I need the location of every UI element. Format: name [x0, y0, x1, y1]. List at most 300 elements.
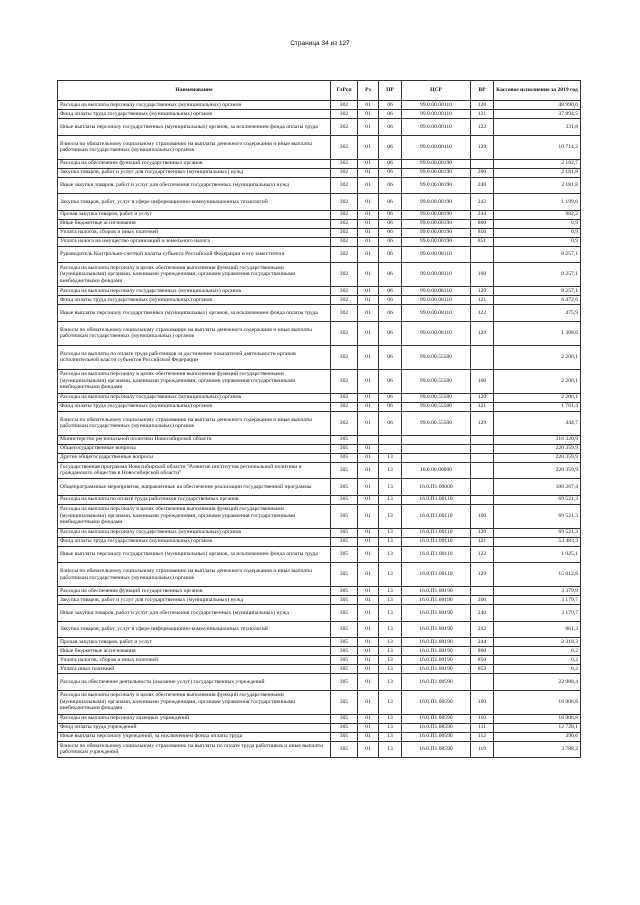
- cell-csr: 99.0.00.55500: [402, 369, 471, 393]
- cell-vr: 120: [471, 393, 494, 402]
- cell-csr: 16.0.П1.00190: [402, 656, 471, 665]
- cell-sum: 444,7: [494, 411, 581, 435]
- cell-vr: 240: [471, 177, 494, 194]
- cell-sum: 0,9: [494, 228, 581, 237]
- cell-grs: 302: [331, 228, 358, 237]
- cell-sum: 8 257,1: [494, 246, 581, 263]
- cell-vr: 120: [471, 101, 494, 110]
- cell-rz: 01: [358, 110, 379, 119]
- cell-csr: 99.0.00.00110: [402, 110, 471, 119]
- table-row: [58, 168, 581, 177]
- table-row: [58, 605, 581, 622]
- table-row: [58, 135, 581, 159]
- cell-sum: 220 359,9: [494, 444, 581, 453]
- cell-grs: 302: [331, 287, 358, 296]
- cell-csr: 99.0.00.55500: [402, 345, 471, 369]
- cell-pr: 06: [379, 177, 402, 194]
- table-row: [58, 479, 581, 496]
- cell-grs: 302: [331, 110, 358, 119]
- cell-sum: 3 179,7: [494, 605, 581, 622]
- cell-sum: 1 199,6: [494, 194, 581, 211]
- cell-pr: 06: [379, 228, 402, 237]
- cell-grs: 305: [331, 528, 358, 537]
- cell-sum: 6 472,6: [494, 296, 581, 305]
- cell-sum: 1 761,4: [494, 402, 581, 411]
- cell-csr: 99.0.00.00190: [402, 194, 471, 211]
- cell-vr: 110: [471, 714, 494, 723]
- cell-rz: 01: [358, 246, 379, 263]
- cell-vr: 129: [471, 321, 494, 345]
- cell-sum: 220 359,9: [494, 462, 581, 479]
- table-row: [58, 596, 581, 605]
- table-row: [58, 210, 581, 219]
- cell-rz: 01: [358, 647, 379, 656]
- cell-vr: 200: [471, 168, 494, 177]
- cell-name: Прочая закупка товаров, работ и услуг: [58, 638, 331, 647]
- cell-pr: 13: [379, 741, 402, 758]
- cell-name: Государственная программа Новосибирской области "Развитие институтов региональной политики и гражданского общества в Новосибирской области": [58, 462, 331, 479]
- cell-grs: 305: [331, 546, 358, 563]
- cell-name: Общегосударственные вопросы: [58, 444, 331, 453]
- cell-vr: 242: [471, 194, 494, 211]
- cell-name: Взносы по обязательному социальному страхованию на выплаты по оплате труда работников и иные выплаты работникам учреждений: [58, 741, 331, 758]
- cell-csr: 99.0.00.00190: [402, 159, 471, 168]
- table-row: [58, 741, 581, 758]
- cell-rz: 01: [358, 159, 379, 168]
- table-row: [58, 495, 581, 504]
- cell-name: Расходы на выплаты персоналу казенных учреждений: [58, 714, 331, 723]
- cell-name: Расходы на выплаты персоналу государственных (муниципальных) органов: [58, 393, 331, 402]
- cell-vr: 100: [471, 504, 494, 528]
- cell-name: Расходы на выплаты персоналу в целях обеспечения выполнения функций государственными (муниципальными) органами, казенными учреждениями, органами управления государственными внебюджетными фондами: [58, 263, 331, 287]
- cell-grs: 305: [331, 647, 358, 656]
- cell-rz: 01: [358, 194, 379, 211]
- cell-csr: 16.0.П1.00110: [402, 537, 471, 546]
- cell-name: Другие общегосударственные вопросы: [58, 453, 331, 462]
- cell-pr: 13: [379, 621, 402, 638]
- cell-csr: 16.0.П1.00190: [402, 647, 471, 656]
- cell-grs: 302: [331, 305, 358, 322]
- table-row: [58, 528, 581, 537]
- cell-pr: 06: [379, 411, 402, 435]
- cell-csr: 16.0.П1.00110: [402, 563, 471, 587]
- cell-csr: 16.0.П1.00190: [402, 596, 471, 605]
- cell-csr: 16.0.П1.00110: [402, 528, 471, 537]
- budget-table: [57, 80, 581, 758]
- cell-grs: 305: [331, 563, 358, 587]
- cell-pr: 06: [379, 101, 402, 110]
- cell-vr: [471, 246, 494, 263]
- cell-rz: 01: [358, 723, 379, 732]
- table-row: [58, 638, 581, 647]
- cell-name: Расходы на обеспечение функций государственных органов: [58, 587, 331, 596]
- cell-rz: 01: [358, 563, 379, 587]
- cell-sum: 2 181,8: [494, 168, 581, 177]
- table-row: [58, 159, 581, 168]
- cell-grs: 302: [331, 101, 358, 110]
- cell-rz: 01: [358, 369, 379, 393]
- table-row: [58, 345, 581, 369]
- cell-pr: 13: [379, 647, 402, 656]
- cell-grs: 305: [331, 453, 358, 462]
- cell-name: Закупка товаров, работ, услуг в сфере информационно-коммуникационных технологий: [58, 194, 331, 211]
- cell-vr: 200: [471, 596, 494, 605]
- cell-name: Взносы по обязательному социальному страхованию на выплаты денежного содержания и иные выплаты работникам государственных (муниципальных) органов: [58, 563, 331, 587]
- cell-csr: 16.0.П1.00000: [402, 479, 471, 496]
- cell-vr: 121: [471, 402, 494, 411]
- cell-csr: 99.0.00.08110: [402, 287, 471, 296]
- cell-name: Расходы на выплаты персоналу в целях обеспечения выполнения функций государственными (муниципальными) органами, казенными учреждениями, органами управления государственными внебюджетными фондами: [58, 690, 331, 714]
- cell-csr: 16.0.П1.00590: [402, 732, 471, 741]
- table-header-row: [58, 81, 581, 101]
- cell-rz: 01: [358, 101, 379, 110]
- cell-name: Закупка товаров, работ, услуг в сфере информационно-коммуникационных технологий: [58, 621, 331, 638]
- header-rz: Рз: [358, 81, 379, 101]
- cell-rz: 01: [358, 656, 379, 665]
- cell-vr: 100: [471, 263, 494, 287]
- cell-rz: 01: [358, 528, 379, 537]
- cell-sum: 982,2: [494, 210, 581, 219]
- table-row: [58, 435, 581, 444]
- cell-rz: 01: [358, 479, 379, 496]
- cell-name: Расходы на выплаты по оплате труда работников за достижение показателей деятельности органов исполнительной власти субъектов Российской Федерации: [58, 345, 331, 369]
- cell-name: Взносы по обязательному социальному страхованию на выплаты денежного содержания и иные выплаты работникам государственных (муниципальных) органов: [58, 411, 331, 435]
- cell-grs: 305: [331, 723, 358, 732]
- cell-pr: 06: [379, 119, 402, 136]
- cell-csr: 99.0.00.08110: [402, 305, 471, 322]
- cell-sum: 316 320,9: [494, 435, 581, 444]
- cell-sum: 3 179,7: [494, 596, 581, 605]
- cell-name: Взносы по обязательному социальному страхованию на выплаты денежного содержания и иные выплаты работникам государственных (муниципальных) органов: [58, 321, 331, 345]
- cell-pr: 13: [379, 462, 402, 479]
- cell-sum: 12 728,1: [494, 723, 581, 732]
- cell-pr: 06: [379, 219, 402, 228]
- cell-rz: 01: [358, 605, 379, 622]
- cell-rz: 01: [358, 402, 379, 411]
- cell-csr: 99.0.00.00110: [402, 135, 471, 159]
- cell-grs: 305: [331, 674, 358, 691]
- cell-rz: 01: [358, 546, 379, 563]
- cell-csr: 16.0.П1.00110: [402, 504, 471, 528]
- cell-vr: [471, 159, 494, 168]
- cell-vr: 120: [471, 287, 494, 296]
- cell-vr: 111: [471, 723, 494, 732]
- table-row: [58, 674, 581, 691]
- cell-pr: 13: [379, 453, 402, 462]
- cell-pr: 06: [379, 194, 402, 211]
- cell-sum: 0,2: [494, 656, 581, 665]
- cell-grs: 302: [331, 296, 358, 305]
- cell-grs: 305: [331, 444, 358, 453]
- cell-sum: 331,8: [494, 119, 581, 136]
- cell-name: Министерство региональной политики Новосибирской области: [58, 435, 331, 444]
- cell-csr: 99.0.00.00190: [402, 168, 471, 177]
- cell-grs: 302: [331, 159, 358, 168]
- cell-pr: 06: [379, 305, 402, 322]
- cell-vr: 129: [471, 135, 494, 159]
- cell-csr: 99.0.00.00110: [402, 101, 471, 110]
- cell-grs: 302: [331, 246, 358, 263]
- table-row: [58, 690, 581, 714]
- cell-grs: 302: [331, 119, 358, 136]
- cell-csr: 99.0.00.08110: [402, 246, 471, 263]
- cell-name: Иные закупки товаров, работ и услуг для обеспечения государственных (муниципальных) нужд: [58, 605, 331, 622]
- table-row: [58, 504, 581, 528]
- cell-rz: 01: [358, 210, 379, 219]
- cell-name: Иные бюджетные ассигнования: [58, 219, 331, 228]
- cell-sum: 22 988,4: [494, 674, 581, 691]
- cell-vr: [471, 587, 494, 596]
- cell-pr: 13: [379, 479, 402, 496]
- cell-csr: 16.0.П1.00110: [402, 495, 471, 504]
- cell-pr: 06: [379, 296, 402, 305]
- cell-vr: 112: [471, 732, 494, 741]
- cell-vr: 122: [471, 119, 494, 136]
- cell-pr: [379, 444, 402, 453]
- cell-csr: 16.0.П1.00190: [402, 587, 471, 596]
- cell-name: Расходы на выплаты персоналу государственных (муниципальных) органов: [58, 287, 331, 296]
- cell-rz: 01: [358, 537, 379, 546]
- cell-grs: 305: [331, 587, 358, 596]
- cell-vr: 119: [471, 741, 494, 758]
- cell-name: Закупка товаров, работ и услуг для государственных (муниципальных) нужд: [58, 168, 331, 177]
- cell-vr: 100: [471, 690, 494, 714]
- cell-grs: 305: [331, 596, 358, 605]
- table-row: [58, 101, 581, 110]
- cell-csr: 16.0.00.00000: [402, 462, 471, 479]
- cell-pr: 06: [379, 345, 402, 369]
- cell-name: Расходы на выплаты персоналу в целях обеспечения выполнения функций государственными (муниципальными) органами, казенными учреждениями, органами управления государственными внебюджетными фондами: [58, 369, 331, 393]
- cell-name: Расходы на выплаты по оплате труда работников государственных органов: [58, 495, 331, 504]
- cell-grs: 302: [331, 321, 358, 345]
- cell-csr: 16.0.П1.00190: [402, 621, 471, 638]
- cell-name: Фонд оплаты труда государственных (муниципальных) органов: [58, 402, 331, 411]
- cell-vr: [471, 453, 494, 462]
- cell-name: Расходы на обеспечение деятельности (оказание услуг) государственных учреждений: [58, 674, 331, 691]
- cell-name: Уплата налога на имущество организаций и земельного налога: [58, 237, 331, 246]
- cell-rz: 01: [358, 219, 379, 228]
- table-row: [58, 110, 581, 119]
- cell-rz: 01: [358, 119, 379, 136]
- table-row: [58, 546, 581, 563]
- table-row: [58, 219, 581, 228]
- cell-csr: 99.0.00.00190: [402, 237, 471, 246]
- cell-name: Расходы на выплаты персоналу в целях обеспечения выполнения функций государственными (муниципальными) органами, казенными учреждениями, органами управления государственными внебюджетными фондами: [58, 504, 331, 528]
- cell-sum: 0,9: [494, 237, 581, 246]
- cell-pr: 13: [379, 714, 402, 723]
- cell-rz: 01: [358, 263, 379, 287]
- cell-sum: 10 714,2: [494, 135, 581, 159]
- cell-name: Руководитель Контрольно-счетной палаты субъекта Российской Федерации и его заместители: [58, 246, 331, 263]
- cell-rz: 01: [358, 495, 379, 504]
- cell-vr: 850: [471, 656, 494, 665]
- cell-csr: 99.0.00.55500: [402, 411, 471, 435]
- cell-csr: 16.0.П1.00590: [402, 714, 471, 723]
- cell-rz: 01: [358, 287, 379, 296]
- cell-pr: 06: [379, 263, 402, 287]
- cell-sum: 861,3: [494, 621, 581, 638]
- cell-grs: 305: [331, 479, 358, 496]
- cell-pr: 06: [379, 246, 402, 263]
- cell-grs: 305: [331, 638, 358, 647]
- cell-name: Расходы на выплаты персоналу государственных (муниципальных) органов: [58, 101, 331, 110]
- cell-rz: 01: [358, 305, 379, 322]
- cell-grs: 302: [331, 369, 358, 393]
- cell-sum: 106 267,4: [494, 479, 581, 496]
- cell-pr: 06: [379, 393, 402, 402]
- cell-name: Закупка товаров, работ и услуг для государственных (муниципальных) нужд: [58, 596, 331, 605]
- cell-vr: [471, 435, 494, 444]
- table-row: [58, 587, 581, 596]
- cell-csr: 16.0.П1.00190: [402, 605, 471, 622]
- cell-name: Иные выплаты персоналу государственных (муниципальных) органов, за исключением фонда оплаты труда: [58, 119, 331, 136]
- cell-rz: 01: [358, 714, 379, 723]
- cell-name: Расходы на обеспечение функций государственных органов: [58, 159, 331, 168]
- cell-name: Уплата налогов, сборов и иных платежей: [58, 656, 331, 665]
- cell-pr: 06: [379, 402, 402, 411]
- cell-vr: 120: [471, 528, 494, 537]
- cell-pr: 06: [379, 110, 402, 119]
- cell-vr: 800: [471, 647, 494, 656]
- cell-vr: 100: [471, 369, 494, 393]
- cell-rz: [358, 435, 379, 444]
- cell-vr: [471, 345, 494, 369]
- cell-rz: 01: [358, 237, 379, 246]
- cell-name: Фонд оплаты труда государственных (муниципальных) органов: [58, 296, 331, 305]
- cell-vr: [471, 495, 494, 504]
- cell-name: Расходы на выплаты персоналу государственных (муниципальных) органов: [58, 528, 331, 537]
- table-row: [58, 228, 581, 237]
- cell-name: Уплата налогов, сборов и иных платежей: [58, 228, 331, 237]
- cell-sum: 2 206,1: [494, 393, 581, 402]
- cell-grs: 302: [331, 411, 358, 435]
- cell-vr: 800: [471, 219, 494, 228]
- table-row: [58, 296, 581, 305]
- cell-vr: 122: [471, 546, 494, 563]
- cell-csr: 16.0.П1.00110: [402, 546, 471, 563]
- cell-csr: 16.0.П1.00590: [402, 723, 471, 732]
- table-row: [58, 656, 581, 665]
- cell-sum: 390,6: [494, 732, 581, 741]
- cell-name: Иные закупки товаров, работ и услуг для обеспечения государственных (муниципальных) нужд: [58, 177, 331, 194]
- cell-sum: 2 318,3: [494, 638, 581, 647]
- cell-name: Фонд оплаты труда государственных (муниципальных) органов: [58, 537, 331, 546]
- table-row: [58, 537, 581, 546]
- cell-csr: 16.0.П1.00190: [402, 665, 471, 674]
- cell-pr: 13: [379, 504, 402, 528]
- cell-sum: 0,2: [494, 647, 581, 656]
- table-row: [58, 647, 581, 656]
- cell-pr: 13: [379, 587, 402, 596]
- cell-pr: 06: [379, 168, 402, 177]
- cell-rz: 01: [358, 587, 379, 596]
- cell-grs: 305: [331, 714, 358, 723]
- cell-rz: 01: [358, 296, 379, 305]
- table-row: [58, 402, 581, 411]
- cell-vr: [471, 674, 494, 691]
- cell-rz: 01: [358, 345, 379, 369]
- cell-rz: 01: [358, 462, 379, 479]
- cell-grs: 302: [331, 237, 358, 246]
- cell-grs: 302: [331, 168, 358, 177]
- cell-vr: 240: [471, 605, 494, 622]
- cell-sum: 1 308,6: [494, 321, 581, 345]
- cell-pr: [379, 435, 402, 444]
- cell-pr: 06: [379, 287, 402, 296]
- table-row: [58, 444, 581, 453]
- cell-csr: 16.0.П1.00190: [402, 638, 471, 647]
- cell-sum: 53 483,3: [494, 537, 581, 546]
- cell-grs: 305: [331, 741, 358, 758]
- cell-grs: 302: [331, 345, 358, 369]
- cell-name: Иные бюджетные ассигнования: [58, 647, 331, 656]
- cell-csr: 16.0.П1.00590: [402, 690, 471, 714]
- cell-vr: [471, 479, 494, 496]
- budget-table-body: [58, 101, 581, 758]
- cell-vr: 244: [471, 638, 494, 647]
- cell-grs: 305: [331, 732, 358, 741]
- cell-sum: 16 906,8: [494, 690, 581, 714]
- cell-grs: 305: [331, 665, 358, 674]
- cell-sum: 3 788,2: [494, 741, 581, 758]
- cell-vr: 122: [471, 305, 494, 322]
- cell-sum: 1 025,1: [494, 546, 581, 563]
- cell-name: Иные выплаты персоналу государственных (муниципальных) органов, за исключением фонда оплаты труда: [58, 546, 331, 563]
- cell-sum: 8 257,1: [494, 287, 581, 296]
- cell-sum: 2 206,1: [494, 369, 581, 393]
- header-grs: ГлРсп: [331, 81, 358, 101]
- cell-grs: 305: [331, 435, 358, 444]
- cell-csr: [402, 444, 471, 453]
- table-row: [58, 393, 581, 402]
- table-row: [58, 714, 581, 723]
- header-pr: ПР: [379, 81, 402, 101]
- cell-pr: 13: [379, 732, 402, 741]
- cell-sum: 475,9: [494, 305, 581, 322]
- cell-grs: 302: [331, 194, 358, 211]
- cell-grs: 305: [331, 537, 358, 546]
- cell-grs: 302: [331, 393, 358, 402]
- table-row: [58, 665, 581, 674]
- cell-csr: 99.0.00.00110: [402, 119, 471, 136]
- cell-pr: 13: [379, 605, 402, 622]
- cell-pr: 13: [379, 723, 402, 732]
- table-row: [58, 453, 581, 462]
- cell-grs: 305: [331, 621, 358, 638]
- header-csr: ЦСР: [402, 81, 471, 101]
- cell-csr: 99.0.00.08110: [402, 263, 471, 287]
- cell-vr: 129: [471, 411, 494, 435]
- header-name: Наименование: [58, 81, 331, 101]
- cell-rz: 01: [358, 596, 379, 605]
- table-row: [58, 194, 581, 211]
- page-header: Страница 34 из 127: [290, 40, 350, 47]
- cell-pr: 13: [379, 546, 402, 563]
- cell-sum: 48 990,6: [494, 101, 581, 110]
- cell-sum: 2 182,7: [494, 159, 581, 168]
- cell-rz: 01: [358, 168, 379, 177]
- cell-grs: 302: [331, 219, 358, 228]
- cell-sum: 0,2: [494, 665, 581, 674]
- cell-sum: 69 521,3: [494, 504, 581, 528]
- cell-name: Общепрограммные мероприятия, направленные на обеспечение реализации государственной программы: [58, 479, 331, 496]
- cell-csr: 99.0.00.08110: [402, 321, 471, 345]
- cell-pr: 13: [379, 495, 402, 504]
- table-row: [58, 119, 581, 136]
- cell-csr: [402, 453, 471, 462]
- table-row: [58, 369, 581, 393]
- table-row: [58, 411, 581, 435]
